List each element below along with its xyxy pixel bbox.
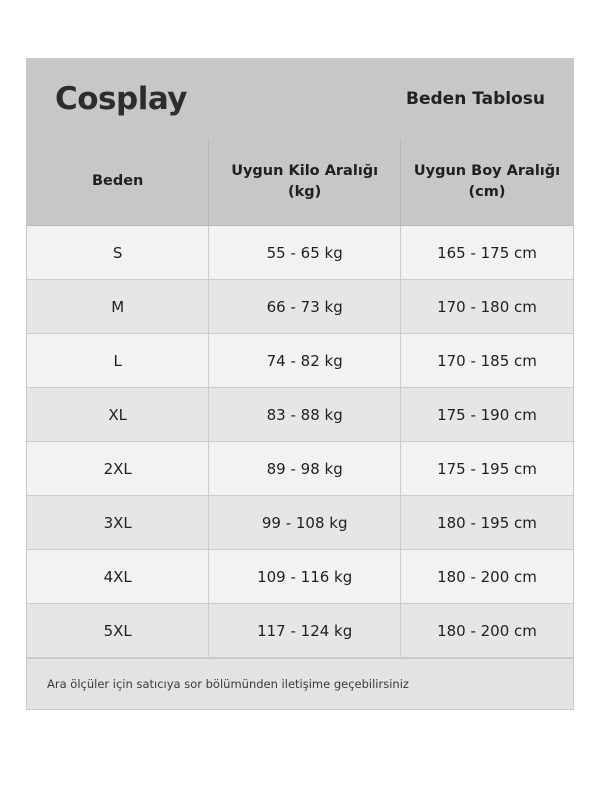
cell-height: 180 - 195 cm [437,513,537,532]
cell-height: 180 - 200 cm [437,621,537,640]
cell-height: 170 - 180 cm [437,297,537,316]
page-title: Beden Tablosu [406,88,545,109]
table-row [27,334,573,388]
column-header-size [27,139,209,225]
column-header-height [401,139,573,225]
column-header-height-line1: Uygun Boy Aralığı [413,162,561,179]
cell-size: L [27,334,209,387]
cell-weight: 89 - 98 kg [209,442,401,495]
cell-height: 180 - 200 cm [437,567,537,586]
cell-height: 165 - 175 cm [437,243,537,262]
cell-weight: 99 - 108 kg [209,496,401,549]
chart-header-banner [27,59,573,139]
table-row [27,442,573,496]
footnote-text: Ara ölçüler için satıcıya sor bölümünden iletişime geçebilirsiniz [27,658,573,710]
table-row [27,388,573,442]
cell-weight: 117 - 124 kg [209,604,401,657]
brand-logo: Cosplay [55,80,187,117]
cell-weight: 74 - 82 kg [209,334,401,387]
cell-weight: 83 - 88 kg [209,388,401,441]
table-body [27,226,573,658]
size-chart-table [26,58,574,710]
cell-weight: 109 - 116 kg [209,550,401,603]
table-row [27,496,573,550]
table-header-row [27,139,573,226]
cell-size: XL [27,388,209,441]
table-row [27,550,573,604]
cell-size: 4XL [27,550,209,603]
cell-height: 170 - 185 cm [437,351,537,370]
table-row [27,604,573,658]
column-header-weight-line2: (kg) [288,184,322,200]
cell-height: 175 - 195 cm [437,459,537,478]
cell-size: S [27,226,209,279]
table-row [27,280,573,334]
column-header-weight [209,139,401,225]
cell-size: M [27,280,209,333]
column-header-weight-line1: Uygun Kilo Aralığı [231,162,379,179]
column-header-size-label: Beden [91,173,144,190]
column-header-height-line2: (cm) [468,184,506,200]
cell-size: 2XL [27,442,209,495]
table-row [27,226,573,280]
cell-size: 5XL [27,604,209,657]
cell-height: 175 - 190 cm [437,405,537,424]
cell-size: 3XL [27,496,209,549]
cell-weight: 66 - 73 kg [209,280,401,333]
cell-weight: 55 - 65 kg [209,226,401,279]
